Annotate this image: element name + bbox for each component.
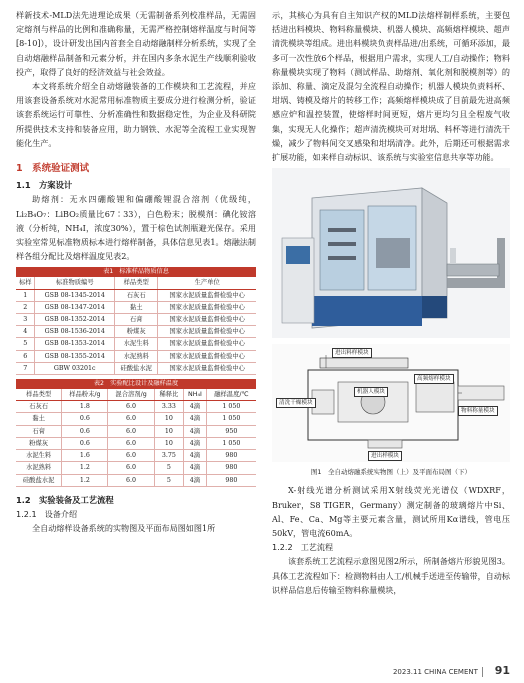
table-header-cell: 稀释比 [154,389,183,401]
table-cell: 1 050 [206,437,256,449]
table-cell: 4滴 [184,425,207,437]
table-cell: 水泥熟料 [16,462,62,474]
table-cell: 水泥生料 [16,450,62,462]
table-cell: 1.8 [62,401,108,413]
table-cell: GSB 08-1352-2014 [35,314,115,326]
table-cell: 国家水泥质量监督检验中心 [158,289,256,301]
table-row [16,362,256,374]
table-cell: 10 [154,413,183,425]
table2 [16,389,256,487]
table-cell: 6 [16,350,35,362]
figure-caption: 图1 全自动熔融系统实物图（上）及平面布局图（下） [310,468,472,477]
table-cell: GSB 08-1536-2014 [35,326,115,338]
table-cell: 980 [206,450,256,462]
table-cell: 0.6 [62,413,108,425]
table-cell: 黏土 [115,301,158,313]
table-cell: 国家水泥质量监督检验中心 [158,301,256,313]
table-cell: 4滴 [184,401,207,413]
paragraph: 该套系统工艺流程示意图见图2所示，所制备熔片形貌见图3。具体工艺流程如下：检测物料由人工/机械手送进至传输带，自动标识样品信息后传输至物料称量模块， [272,556,510,595]
subsection-heading: 1.2 实验装备及工艺流程 [16,494,114,505]
table-header-cell: 融样温度/℃ [206,389,256,401]
table-cell: 国家水泥质量监督检验中心 [158,350,256,362]
table-cell: 国家水泥质量监督检验中心 [158,326,256,338]
table-cell: 950 [206,425,256,437]
table-header-cell: 混合溶剂/g [108,389,154,401]
table-cell: 1.6 [62,450,108,462]
table-cell: 硅酸盐水泥 [115,362,158,374]
system-illustration [272,168,510,463]
table-cell: GSB 08-1355-2014 [35,350,115,362]
right-column [272,8,510,597]
subsection-heading: 1.1 方案设计 [16,180,73,191]
table-cell: 粉煤灰 [16,437,62,449]
paragraph: 本文将系统介绍全自动熔融装备的工作模块和工艺流程，并应用该套设备系统对水泥常用标准物质主要成分进行检测分析，验证该套系统运行可靠性、分析准确性和数据稳定性，为企业及科研院所提供技术支持和装备应用，助力钢铁、水泥等全流程工业实现智能化生产。 [16,81,256,148]
table-row [16,425,256,437]
label-robot-module: 机器人模块 [354,387,388,397]
table-cell: 6.0 [108,437,154,449]
table-cell: 980 [206,474,256,486]
table-cell: 国家水泥质量监督检验中心 [158,314,256,326]
paragraph: 样新技术-MLD法先进理论成果（无需制备系列校准样品，无需固定熔剂与样品的比例和准确称量，无需严格控制熔样温度与时间等[8-10]），设计研发出国内首套全自动熔融制样分析系统，实现了全自动熔融样品制备和元素分析，并在国内多条水泥生产线顺利验收投产，取得了良好的经济效益与社会效益。 [16,10,256,77]
table-cell: 5 [16,338,35,350]
table-cell: 6.0 [108,413,154,425]
table-cell: 硅酸盐水泥 [16,474,62,486]
table-cell: 1 050 [206,401,256,413]
table-cell: 黏土 [16,413,62,425]
subsubsection-heading: 1.2.1 设备介绍 [16,508,78,519]
table-cell: 3.75 [154,450,183,462]
table-cell: 水泥生料 [115,338,158,350]
section-heading: 1 系统验证测试 [16,163,90,175]
table1 [16,277,256,375]
table-cell: 2 [16,301,35,313]
table-cell: 国家水泥质量监督检验中心 [158,338,256,350]
table-cell: 0.6 [62,437,108,449]
table-cell: 0.6 [62,425,108,437]
table-cell: 4滴 [184,413,207,425]
table-row [16,338,256,350]
label-weigh-module: 物料称量模块 [458,406,498,416]
paragraph: X-射线光谱分析测试采用X射线荧光光谱仪（WDXRF，Bruker，S8 TIGER，Germany）测定制备的玻璃熔片中Si、Al、Fe、Ca、Mg等主要元素含量，测试所用Kα谱线，管电压50kV，管电流60mA。 [272,485,510,539]
table-cell: 5 [154,462,183,474]
table-cell: 1.2 [62,462,108,474]
table-cell: 10 [154,437,183,449]
table-cell: 4滴 [184,474,207,486]
table-row [16,450,256,462]
table-cell: 水泥熟料 [115,350,158,362]
page-number: 91 [494,664,510,677]
table-cell: GSB 08-1353-2014 [35,338,115,350]
table-cell: 石灰石 [115,289,158,301]
journal-issue: 2023.11 CHINA CEMENT [392,668,478,676]
table-cell: 3 [16,314,35,326]
table-cell: 5 [154,474,183,486]
table-header-cell: 标准物质编号 [35,277,115,289]
label-inout-module: 进出样模块 [368,451,402,461]
table-cell: 6.0 [108,425,154,437]
table-cell: 980 [206,462,256,474]
table-header-cell: NH₄I [184,389,207,401]
table-row [16,350,256,362]
paragraph: 全自动熔样设备系统的实物图及平面布局图如图1所 [32,523,216,534]
table-cell: 4滴 [184,437,207,449]
divider [482,667,483,677]
paragraph: 助熔剂：无水四硼酸锂和偏硼酸锂混合溶剂（优级纯，Li₂B₄O₇：LiBO₂质量比67∶33），白色粉末；脱模剂：碘化铵溶液（分析纯，NH₄I，浓度30%），置于棕色试剂瓶避光保存。采用实验室常见标准物质标本进行熔样制备，具体信息见表1。熔融法制样各组分配比及熔样温度见表2。 [16,194,256,262]
table-header-cell: 生产单位 [158,277,256,289]
table1-caption: 表1 标准样品物质信息 [16,267,256,277]
label-melt-module: 高频熔样模块 [414,374,454,384]
table-cell: 4滴 [184,462,207,474]
table-cell: 6.0 [108,401,154,413]
table-header-cell: 样品类型 [115,277,158,289]
table-row [16,437,256,449]
table-row [16,413,256,425]
table-cell: 石膏 [16,425,62,437]
table-cell: 7 [16,362,35,374]
table-cell: 6.0 [108,462,154,474]
table-cell: GSB 08-1347-2014 [35,301,115,313]
table-row [16,301,256,313]
table-row [16,289,256,301]
figure-1 [272,168,510,463]
table-header-cell: 标样 [16,277,35,289]
paragraph: 示，其核心为具有自主知识产权的MLD法熔样制样系统，主要包括进出料模块、物料称量模块、机器人模块、高频熔样模块、超声清洗模块等组成。进出料模块负责样品进/出系统，可循环添加，最多可一次性放6个样品，根据用户需求，实现人工/自动操作；物料称量模块实现了物料（测试样品、助熔剂、氧化剂和脱模剂等）的添加、称量、滴定及混匀全流程自动操作；机器人模块负责料杯、坩埚、铸模及熔片的转移工作；高频熔样模块成了目前最先进高频感应炉和温控装置，使熔样时间更短，熔片更均匀且全程废气收集，实现无人化操作；超声清洗模块可对坩埚、料杯等进行清洗干燥，减少了物料间交叉感染和坩埚清净。此外，后期还可根据需求扩展功能，如来样自动标识、该系统与实验室信息共享等功能。 [272,10,510,163]
table-cell: 1.2 [62,474,108,486]
table-header-cell: 样品粉末/g [62,389,108,401]
table-header-cell: 样品类型 [16,389,62,401]
table-cell: GSB 08-1345-2014 [35,289,115,301]
table-cell: GBW 03201c [35,362,115,374]
table-cell: 6.0 [108,474,154,486]
table-row [16,474,256,486]
table-cell: 10 [154,425,183,437]
table-cell: 国家水泥质量监督检验中心 [158,362,256,374]
table-cell: 石膏 [115,314,158,326]
table-cell: 粉煤灰 [115,326,158,338]
table-row [16,401,256,413]
subsubsection-heading: 1.2.2 工艺流程 [272,542,334,553]
table-cell: 1 [16,289,35,301]
table2-caption: 表2 实验配比设计及融样温度 [16,379,256,389]
table-row [16,326,256,338]
table-cell: 4 [16,326,35,338]
label-feed-module: 进出料样模块 [332,348,372,358]
table-row [16,462,256,474]
table-cell: 1 050 [206,413,256,425]
left-column [16,8,256,535]
table-cell: 6.0 [108,450,154,462]
page-footer [393,664,510,677]
table-cell: 3.33 [154,401,183,413]
table-cell: 4滴 [184,450,207,462]
table-cell: 石灰石 [16,401,62,413]
label-clean-module: 清洗干燥模块 [276,398,316,408]
table-row [16,314,256,326]
